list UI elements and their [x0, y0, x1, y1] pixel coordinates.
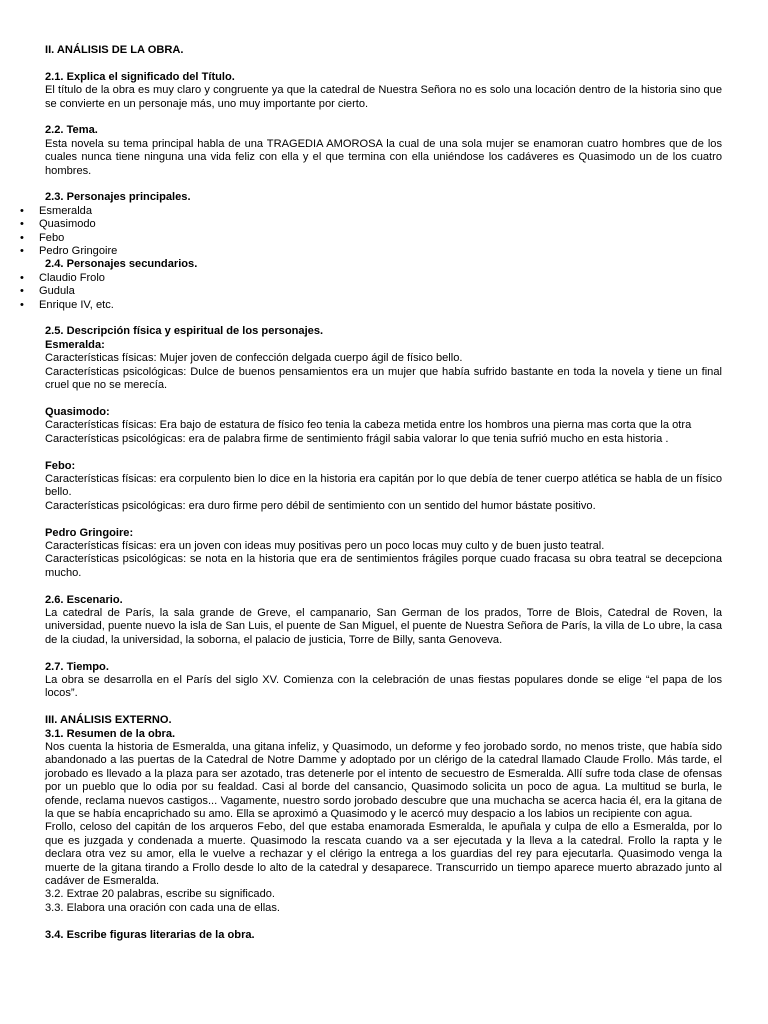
s32-text: 3.2. Extrae 20 palabras, escribe su significado.: [45, 888, 276, 901]
s25-title: 2.5. Descripción física y espiritual de los personajes.: [45, 325, 324, 338]
s23-title: 2.3. Personajes principales.: [45, 191, 191, 204]
s27-text: La obra se desarrolla en el París del siglo XV. Comienza con la celebración de unas fiestas populares donde se elige “el papa de los locos”.: [45, 673, 722, 700]
s21-text: El título de la obra es muy claro y congruente ya que la catedral de Nuestra Señora no es solo una locación dentro de la historia sino que se convierte en un personaje más, uno muy importante por cierto.: [45, 84, 722, 110]
list-item: • Claudio Frolo: [39, 272, 716, 285]
s27-title: 2.7. Tiempo.: [45, 660, 109, 673]
character-name: Esmeralda:: [45, 338, 105, 351]
character-name: Pedro Gringoire:: [45, 526, 134, 539]
s34-title: 3.4. Escribe figuras literarias de la obra.: [45, 928, 255, 941]
s33-text: 3.3. Elabora una oración con cada una de ellas.: [45, 901, 280, 914]
list-item: • Quasimodo: [39, 218, 716, 231]
section-3-title: III. ANÁLISIS EXTERNO.: [45, 714, 172, 727]
character-physical: Características físicas: era corpulento bien lo dice en la historia era capitán por lo que debía de tener cuerpo atlética se habla de un físico bello.: [45, 472, 722, 499]
character-psychological: Características psicológicas: Dulce de buenos pensamientos era un mujer que había sufrido bastante en toda la novela y tiene un final cruel que no se merecía.: [45, 365, 722, 392]
list-item: • Pedro Gringoire: [39, 245, 716, 258]
s31-paragraph-2: Frollo, celoso del capitán de los arqueros Febo, del que estaba enamorada Esmeralda, le apuñala y culpa de ello a Esmeralda, por lo que es juzgada y condenada a muerte. Quasimodo la rescata cuando va a ser ejecutada y la lleva a la catedral. Frollo la rapta y le declara otra vez su amor, ella le vuelve a rechazar y el clérigo la entrega a los guardias del rey para ejecutarla. Quasimodo venga la muerte de la gitana tirando a Frollo desde lo alto de la catedral y desaparece. Transcurrido un tiempo aparece muerto abrazado junto al cadáver de Esmeralda.: [45, 821, 722, 888]
s31-title: 3.1. Resumen de la obra.: [45, 727, 176, 740]
character-name: Quasimodo:: [45, 405, 110, 418]
list-item: • Gudula: [39, 285, 716, 298]
s26-title: 2.6. Escenario.: [45, 593, 123, 606]
s24-title: 2.4. Personajes secundarios.: [45, 258, 198, 271]
character-name: Febo:: [45, 459, 76, 472]
list-item: • Enrique IV, etc.: [39, 299, 716, 312]
character-physical: Características físicas: Mujer joven de confección delgada cuerpo ágil de físico bello.: [45, 352, 463, 365]
character-physical: Características físicas: Era bajo de estatura de físico feo tenia la cabeza metida entre los hombros una pierna mas corta que la otra: [45, 419, 692, 432]
character-psychological: Características psicológicas: era duro firme pero débil de sentimiento con un sentido del humor bástate positivo.: [45, 499, 596, 512]
secondary-characters-list: [39, 271, 722, 312]
s22-text: Esta novela su tema principal habla de una TRAGEDIA AMOROSA la cual de una sola mujer se enamoran cuatro hombres que de los cuales nunca tiene ninguna una vida feliz con ella y el que termina con ella uniéndose los cadáveres es Quasimodo un de los cuatro hombres.: [45, 137, 722, 177]
s26-text: La catedral de París, la sala grande de Greve, el campanario, San German de los prados, Torre de Blois, Catedral de Roven, la universidad, puente nuevo la isla de San Luis, el puente de San Miguel, el puente de Nuestra Señora de París, la villa de Lo ubre, la casa de la ciudad, la universidad, la soborna, el palacio de justicia, Torre de Billy, santa Genoveva.: [45, 606, 722, 646]
s22-title: 2.2. Tema.: [45, 124, 98, 137]
list-item: • Febo: [39, 232, 716, 245]
section-2-title: II. ANÁLISIS DE LA OBRA.: [45, 44, 184, 56]
character-psychological: Características psicológicas: era de palabra firme de sentimiento frágil sabia valorar lo que tenia sufrió mucho en esta historia .: [45, 432, 669, 445]
character-physical: Características físicas: era un joven con ideas muy positivas pero un poco locas muy culto y de buen justo teatral.: [45, 539, 605, 552]
s21-title: 2.1. Explica el significado del Título.: [45, 70, 235, 83]
main-characters-list: [39, 204, 722, 259]
s31-paragraph-1: Nos cuenta la historia de Esmeralda, una gitana infeliz, y Quasimodo, un deforme y feo jorobado sordo, no menos triste, que había sido abandonado a las puertas de la Catedral de Notre Damme y adoptado por un clérigo de la catedral llamado Claude Frollo. Más tarde, el jorobado es llevado a la plaza para ser azotado, tras detenerle por el intento de secuestro de Esmeralda. Allí sufre toda clase de ofensas por un pueblo que lo odia por su fealdad. Casi al borde del cansancio, Quasimodo solicita un poco de agua. La multitud se burla, le ofende, reclama nuevos castigos... Vagamente, nuestro sordo jorobado descubre que una muchacha se acerca hacia él, era la gitana de la que se había encaprichado su amo. Ella se aproximó a Quasimodo y le acercó muy despacio a los labios un recipiente con agua.: [45, 740, 722, 820]
document-page: [39, 44, 722, 942]
list-item: • Esmeralda: [39, 205, 716, 218]
character-psychological: Características psicológicas: se nota en la historia que era de sentimientos frágiles porque cuado fracasa su obra teatral se decepciona mucho.: [45, 553, 722, 579]
